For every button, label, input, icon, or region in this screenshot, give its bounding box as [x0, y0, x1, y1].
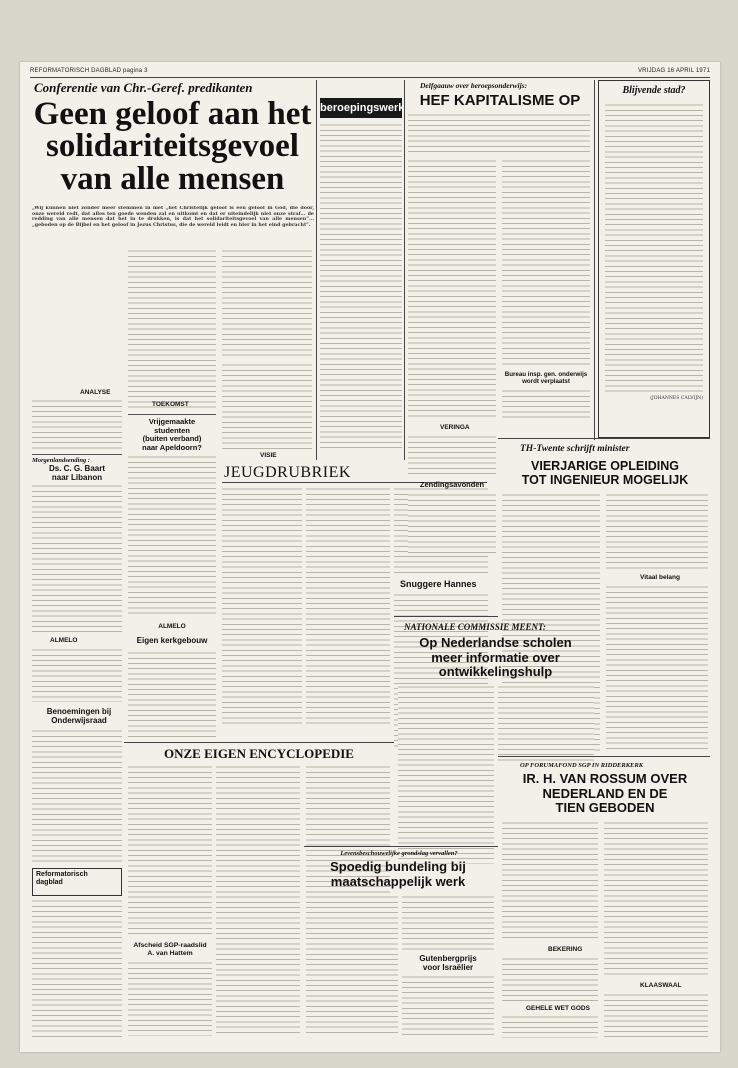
baart-headline [32, 464, 122, 482]
baart-line1: Ds. C. G. Baart [48, 464, 105, 473]
gutenberg-headline [402, 954, 494, 972]
main-headline-line1: Geen geloof aan het [33, 96, 312, 132]
nat-line2: meer informatie over [431, 649, 560, 665]
masthead-left: REFORMATORISCH DAGBLAD pagina 3 [30, 68, 148, 74]
ency-col-b [216, 764, 300, 1036]
spoedig-kicker: Levensbeschouwelijke grondslag vervallen? [340, 850, 458, 857]
vrijgemaakte-section [128, 414, 216, 452]
analyse-label: ANALYSE [80, 389, 111, 396]
th-col-b [606, 492, 708, 572]
zending-filler [408, 492, 496, 554]
hef-headline: HEF KAPITALISME OP [419, 92, 581, 109]
blijvende-title: Blijvende stad? [622, 85, 686, 96]
th-col-c [606, 584, 708, 752]
rossum-line2: NEDERLAND EN DE [542, 785, 668, 801]
header-rule [30, 77, 710, 78]
th-line1: VIERJARIGE OPLEIDING [531, 459, 679, 473]
afscheid-line2: A. van Hattem [147, 949, 193, 957]
vrij-line2: studenten [154, 425, 190, 435]
klaaswaal-label: KLAASWAAL [640, 982, 682, 989]
colofon-title-line2: dagblad [36, 879, 63, 886]
gutenberg-line2: voor Israëlier [422, 963, 474, 972]
toekomst-label: TOEKOMST [152, 401, 189, 408]
morgen-kicker: Morgenlandsending : [32, 457, 90, 464]
masthead-right: VRIJDAG 16 APRIL 1971 [637, 68, 710, 74]
th-line2: TOT INGENIEUR MOGELIJK [521, 473, 689, 487]
th-top-rule [498, 438, 710, 439]
rossum-line1: IR. H. VAN ROSSUM OVER [522, 771, 688, 786]
spoedig-line1: Spoedig bundeling bij [330, 859, 466, 874]
vrijgemaakte-headline [128, 418, 216, 452]
smuggere-headline: Snuggere Hannes [400, 579, 477, 589]
vitaal-label: Vitaal belang [640, 574, 680, 581]
rossum-col-a [502, 820, 598, 940]
vrij-line1: Vrijgemaakte [148, 417, 196, 426]
bureau-headline [502, 371, 590, 385]
spoedig-headline [306, 860, 490, 889]
bureau-filler [502, 388, 590, 420]
col-rule-2 [404, 80, 405, 460]
colofon-filler [32, 898, 122, 1038]
main-headline-line2: solidariteitsgevoel [46, 128, 299, 165]
rossum-line3: TIEN GEBODEN [555, 800, 655, 815]
rossum-col-b [604, 820, 708, 978]
vrij-line4: naar Apeldoorn? [142, 442, 202, 452]
bekering-label: BEKERING [548, 946, 583, 953]
col2-filler-b [128, 454, 216, 614]
nat-top-rule [394, 616, 498, 617]
benoemingen-line1: Benoemingen bij [46, 707, 112, 716]
nat-line3: ontwikkelingshulp [438, 664, 553, 679]
hef-col-a [408, 158, 496, 418]
vrij-line3: (buiten verband) [142, 434, 202, 443]
col2-filler-a [128, 248, 216, 408]
almelo2-label: ALMELO [158, 623, 186, 630]
col1-filler-c [32, 647, 122, 702]
jeugd-col-a [222, 486, 302, 726]
baart-line2: naar Libanon [51, 473, 103, 482]
benoemingen-headline [36, 707, 122, 725]
afscheid-line1: Afscheid SGP-raadslid [133, 942, 207, 949]
almelo-label: ALMELO [50, 637, 78, 644]
nat-headline [398, 636, 593, 680]
col1-filler-d [32, 728, 122, 863]
th-kicker: TH-Twente schrijft minister [520, 444, 630, 454]
main-lead: „Wij kunnen niet zonder meer stemmen in met „het Christelijk geloof is een geloof in God, die door, onze wereld redt, dat alles ten goede wenden zal en uitkomt en dat er uiteindelijk niet onze straf... de redding van alle mensen dat het in te drukken, is dat het solidariteitsgevoel van alle mensen”... „geboden op de Bijbel en het geloof in Jezus Christus, die de wereld leidt en hier in het eind gebracht”. [32, 206, 314, 228]
bekering-filler [502, 956, 598, 1002]
gehele-label: GEHELE WET GODS [526, 1005, 590, 1012]
klaaswaal-filler [604, 992, 708, 1038]
col-rule-3 [594, 80, 595, 440]
ency-col-a [128, 764, 212, 936]
rossum-top-rule [498, 756, 710, 757]
visie-label: VISIE [260, 452, 277, 459]
beroep-filler [320, 122, 402, 452]
newspaper-page [20, 62, 720, 1052]
blijvende-filler [605, 102, 703, 392]
nat-kicker: NATIONALE COMMISSIE MEENT: [404, 622, 546, 632]
blijvende-signature: (JOHANNES CALVIJN) [650, 396, 703, 401]
col2-filler-c [128, 650, 216, 740]
col1-filler-b [32, 483, 122, 633]
benoemingen-line2: Onderwijsraad [51, 716, 107, 725]
beroepingswerk-logo: beroepingswerk [320, 98, 402, 118]
hef-lead [408, 112, 590, 154]
gehele-filler [502, 1014, 598, 1038]
zendingsavonden-headline: Zendingsavonden [419, 480, 485, 489]
ency-top-rule [124, 742, 394, 743]
veringa-label: VERINGA [440, 424, 470, 431]
spoedig-col-a [306, 894, 398, 1036]
nat-col-b [498, 684, 594, 764]
col-rule-1 [316, 80, 317, 460]
bureau-line1: Bureau insp. gen. onderwijs [504, 371, 588, 378]
col3-filler-a [222, 248, 312, 358]
veringa-filler [408, 434, 496, 476]
main-headline-line3: van alle mensen [60, 160, 285, 197]
afscheid-headline [128, 942, 212, 957]
main-kicker: Conferentie van Chr.-Geref. predikanten [34, 80, 253, 95]
spoedig-line2: maatschappelijk werk [330, 873, 466, 889]
jeugd-col-b [306, 486, 390, 726]
nat-line1: Op Nederlandse scholen [419, 635, 572, 650]
colofon-title-line1: Reformatorisch [36, 871, 88, 878]
colofon-title [33, 869, 121, 889]
th-headline [500, 459, 710, 487]
nat-col-a [398, 684, 494, 864]
afscheid-filler [128, 960, 212, 1036]
jeugdrubriek-title: JEUGDRUBRIEK [224, 464, 351, 481]
spoedig-top-rule [304, 846, 498, 847]
spoedig-col-b [402, 894, 494, 952]
colofon-box [32, 868, 122, 896]
encyclopedie-headline: ONZE EIGEN ENCYCLOPEDIE [164, 746, 354, 761]
gutenberg-line1: Gutenbergprijs [419, 954, 477, 963]
hef-kicker: Delfgaauw over beroepsonderwijs: [420, 81, 528, 90]
bureau-line2: wordt verplaatst [522, 378, 570, 385]
blijvende-stad-box [598, 80, 710, 438]
col1-text-a [32, 248, 122, 388]
hef-col-b [502, 158, 590, 368]
main-headline [30, 98, 315, 195]
col1-filler-a [32, 398, 122, 450]
rossum-kicker: OP FORUMAFOND SGP IN RIDDERKERK [520, 762, 644, 769]
morgen-section [32, 454, 122, 482]
gutenberg-filler [402, 974, 494, 1036]
rossum-headline [500, 772, 710, 816]
kerkgebouw-headline: Eigen kerkgebouw [136, 636, 208, 645]
col3-filler-b [222, 362, 312, 450]
